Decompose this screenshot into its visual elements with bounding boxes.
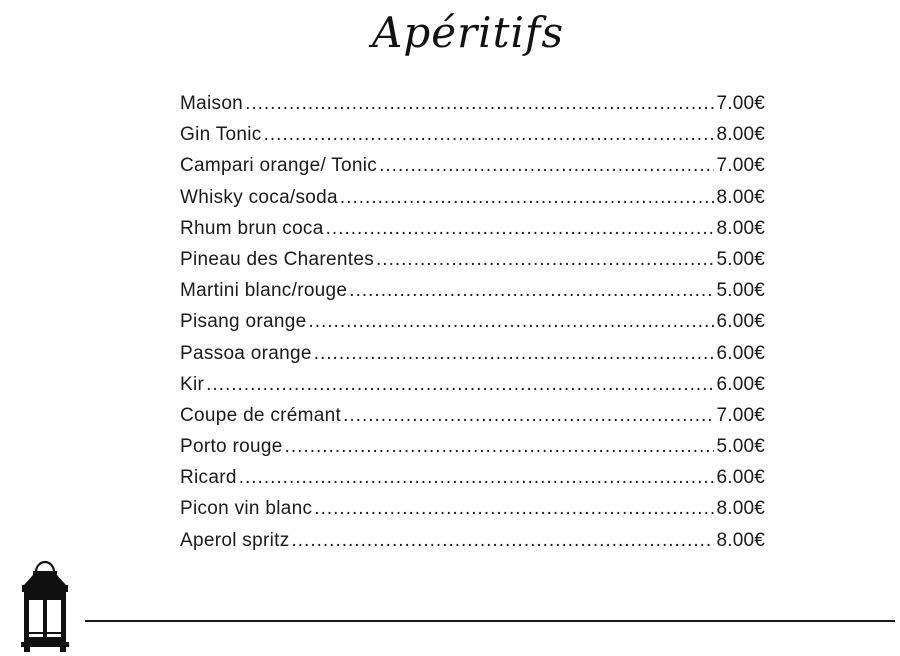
menu-item	[180, 462, 765, 493]
menu-item	[180, 182, 765, 213]
item-price: 6.00€	[716, 342, 765, 364]
menu-item	[180, 338, 765, 369]
item-price: 6.00€	[716, 373, 765, 395]
dot-leader	[308, 306, 714, 337]
dot-leader	[206, 369, 714, 400]
item-name: Kir	[180, 373, 205, 395]
item-name: Pineau des Charentes	[180, 248, 375, 270]
menu-item	[180, 275, 765, 306]
item-price: 8.00€	[716, 186, 765, 208]
item-name: Passoa orange	[180, 342, 312, 364]
lantern-icon	[16, 558, 74, 654]
item-price: 8.00€	[716, 217, 765, 239]
item-name: Aperol spritz	[180, 529, 290, 551]
dot-leader	[239, 462, 715, 493]
dot-leader	[314, 338, 715, 369]
menu-item	[180, 213, 765, 244]
dot-leader	[292, 525, 715, 556]
dot-leader	[376, 244, 714, 275]
menu-item	[180, 431, 765, 462]
item-price: 6.00€	[716, 467, 765, 489]
divider-line	[85, 620, 895, 622]
page-title: Apéritifs	[372, 8, 564, 57]
menu-item	[180, 400, 765, 431]
dot-leader	[264, 119, 715, 150]
menu-item	[180, 493, 765, 524]
dot-leader	[285, 431, 715, 462]
menu-item	[180, 88, 765, 119]
item-name: Rhum brun coca	[180, 217, 324, 239]
menu-item	[180, 525, 765, 556]
item-price: 8.00€	[716, 498, 765, 520]
item-price: 5.00€	[716, 248, 765, 270]
item-name: Campari orange/ Tonic	[180, 155, 378, 177]
menu-item	[180, 306, 765, 337]
dot-leader	[340, 182, 715, 213]
item-price: 7.00€	[716, 404, 765, 426]
item-price: 5.00€	[716, 280, 765, 302]
dot-leader	[314, 493, 714, 524]
item-price: 7.00€	[716, 93, 765, 114]
dot-leader	[326, 213, 715, 244]
item-name: Martini blanc/rouge	[180, 280, 348, 302]
dot-leader	[245, 88, 714, 119]
dot-leader	[349, 275, 714, 306]
item-name: Ricard	[180, 467, 237, 489]
item-name: Picon vin blanc	[180, 498, 313, 520]
item-price: 7.00€	[716, 155, 765, 177]
item-price: 8.00€	[716, 529, 765, 551]
item-name: Porto rouge	[180, 436, 283, 458]
menu-item	[180, 244, 765, 275]
dot-leader	[379, 150, 714, 181]
item-name: Pisang orange	[180, 311, 307, 333]
item-price: 6.00€	[716, 311, 765, 333]
dot-leader	[343, 400, 714, 431]
item-name: Gin Tonic	[180, 124, 262, 146]
menu-item	[180, 369, 765, 400]
menu-list	[180, 88, 765, 556]
item-price: 8.00€	[716, 124, 765, 146]
item-name: Maison	[180, 93, 244, 114]
item-name: Coupe de crémant	[180, 404, 342, 426]
menu-item	[180, 150, 765, 181]
item-price: 5.00€	[716, 436, 765, 458]
item-name: Whisky coca/soda	[180, 186, 338, 208]
menu-item	[180, 119, 765, 150]
